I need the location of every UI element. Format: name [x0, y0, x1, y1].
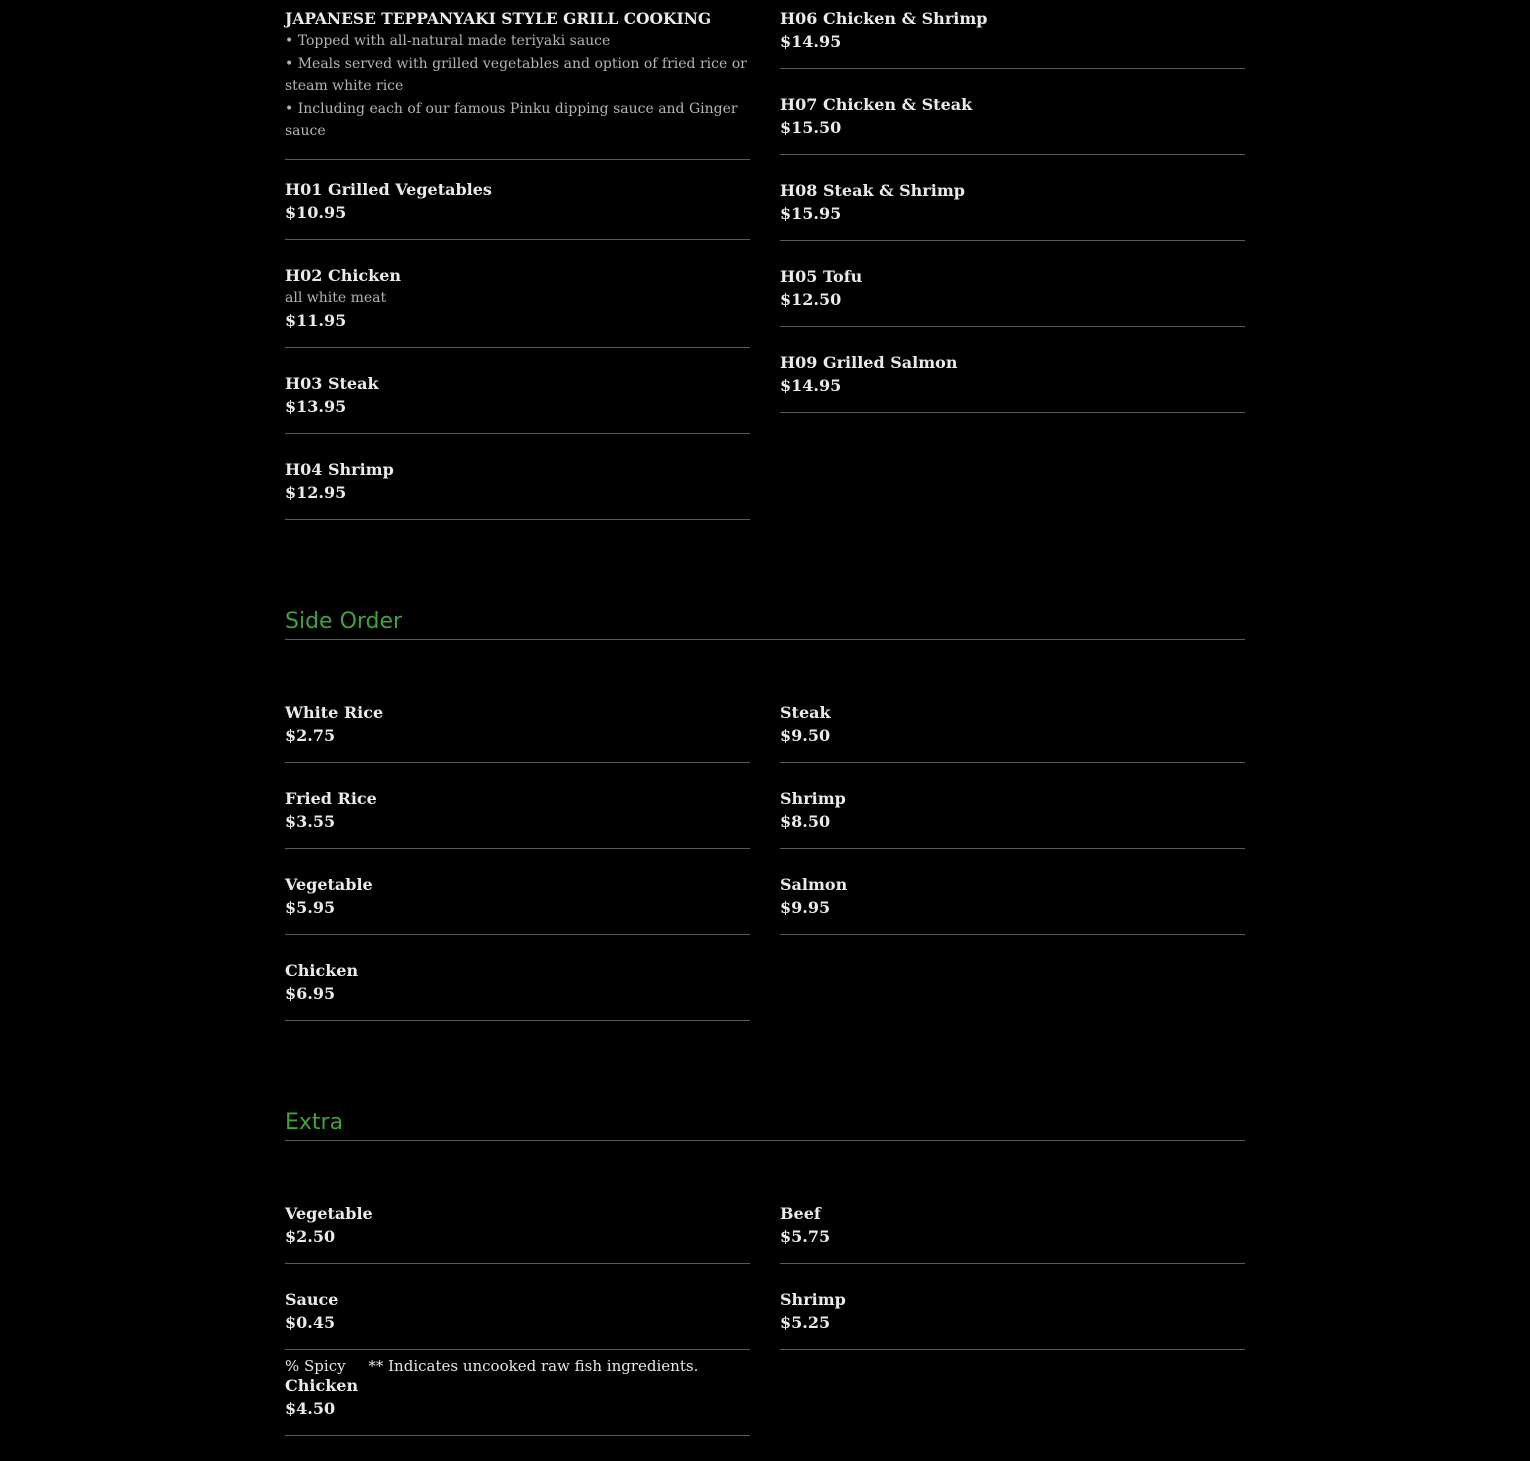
side-order-items — [285, 694, 1245, 1046]
menu-item — [285, 1203, 750, 1264]
hibachi-section — [285, 0, 1245, 545]
menu-item-price: $12.50 — [780, 290, 842, 309]
menu-item-name: Beef — [780, 1203, 821, 1223]
menu-item-name: Steak — [780, 702, 831, 722]
section-title-extra: Extra — [285, 1108, 1245, 1141]
menu-item-price: $3.55 — [285, 811, 336, 831]
menu-item — [780, 1203, 1245, 1264]
hibachi-intro-title: JAPANESE TEPPANYAKI STYLE GRILL COOKING — [285, 9, 712, 28]
menu-item-price: $15.95 — [780, 204, 842, 223]
hibachi-intro-line: • Topped with all-natural made teriyaki sauce — [285, 33, 611, 49]
menu-item-price: $14.95 — [780, 32, 842, 51]
menu-item-price: $9.50 — [780, 725, 831, 745]
menu-item — [285, 960, 750, 1021]
menu-item — [780, 874, 1245, 935]
menu-item — [780, 352, 1245, 413]
menu-item-price: $10.95 — [285, 202, 347, 222]
menu-item-price: $2.50 — [285, 1226, 336, 1246]
menu-item-price: $5.75 — [780, 1226, 831, 1246]
menu-item — [285, 1289, 750, 1350]
menu-item — [780, 8, 1245, 69]
menu-item — [285, 265, 750, 348]
menu-item — [780, 180, 1245, 241]
extra-right-column — [780, 1195, 1245, 1461]
menu-item — [780, 788, 1245, 849]
hibachi-intro-line: • Meals served with grilled vegetables and option of fried rice or steam white rice — [285, 55, 747, 94]
menu-item — [285, 1375, 750, 1436]
menu-item-price: $9.95 — [780, 897, 831, 917]
menu-page — [285, 0, 1245, 1461]
menu-item-name: Fried Rice — [285, 788, 377, 808]
menu-item-price: $0.45 — [285, 1312, 336, 1332]
menu-item-name: Sauce — [285, 1289, 339, 1309]
menu-item-price: $2.75 — [285, 725, 336, 745]
menu-item-name: H09 Grilled Salmon — [780, 353, 958, 372]
menu-item-name: Salmon — [780, 874, 848, 894]
menu-item-name: H06 Chicken & Shrimp — [780, 9, 988, 28]
menu-item-name: H05 Tofu — [780, 267, 863, 286]
menu-item — [780, 94, 1245, 155]
menu-item — [285, 179, 750, 240]
menu-item-name: Chicken — [285, 1375, 359, 1395]
menu-item — [285, 373, 750, 434]
menu-item-price: $12.95 — [285, 482, 347, 502]
menu-item — [285, 874, 750, 935]
menu-item-price: $8.50 — [780, 811, 831, 831]
menu-item-price: $13.95 — [285, 396, 347, 416]
menu-item — [285, 459, 750, 520]
menu-item-name: H07 Chicken & Steak — [780, 95, 973, 114]
menu-item-price: $5.25 — [780, 1312, 831, 1332]
section-title-side-order: Side Order — [285, 607, 1245, 640]
menu-item — [780, 702, 1245, 763]
menu-item-name: Shrimp — [780, 788, 846, 808]
menu-item-name: White Rice — [285, 702, 384, 722]
hibachi-intro-line: • Including each of our famous Pinku dipping sauce and Ginger sauce — [285, 100, 738, 139]
menu-item-price: $15.50 — [780, 118, 842, 137]
hibachi-right-column — [780, 0, 1245, 545]
side-order-left-column — [285, 694, 750, 1046]
menu-item-name: Shrimp — [780, 1289, 846, 1309]
spicy-legend: % Spicy — [285, 1357, 346, 1375]
menu-item-name: H02 Chicken — [285, 265, 402, 285]
menu-item-name: Chicken — [285, 960, 359, 980]
menu-item — [780, 1289, 1245, 1350]
menu-item-name: H01 Grilled Vegetables — [285, 179, 492, 199]
menu-item — [780, 266, 1245, 327]
menu-item-name: Vegetable — [285, 874, 373, 894]
side-order-section — [285, 607, 1245, 1046]
extra-section — [285, 1108, 1245, 1461]
menu-footer-notes — [285, 1357, 716, 1375]
menu-item-name: Vegetable — [285, 1203, 373, 1223]
side-order-right-column — [780, 694, 1245, 1046]
menu-item-price: $6.95 — [285, 983, 336, 1003]
menu-item — [285, 702, 750, 763]
hibachi-left-column — [285, 0, 750, 545]
menu-item — [285, 788, 750, 849]
hibachi-intro — [285, 8, 750, 160]
extra-left-column — [285, 1195, 750, 1461]
menu-item-price: $5.95 — [285, 897, 336, 917]
menu-item-name: H03 Steak — [285, 373, 379, 393]
menu-item-price: $4.50 — [285, 1398, 336, 1418]
menu-item-price: $11.95 — [285, 310, 347, 330]
menu-item-name: H04 Shrimp — [285, 459, 394, 479]
extra-items — [285, 1195, 1245, 1461]
raw-fish-note: ** Indicates uncooked raw fish ingredients. — [368, 1357, 699, 1375]
menu-item-name: H08 Steak & Shrimp — [780, 181, 965, 200]
menu-item-price: $14.95 — [780, 376, 842, 395]
menu-item-description: all white meat — [285, 289, 387, 306]
